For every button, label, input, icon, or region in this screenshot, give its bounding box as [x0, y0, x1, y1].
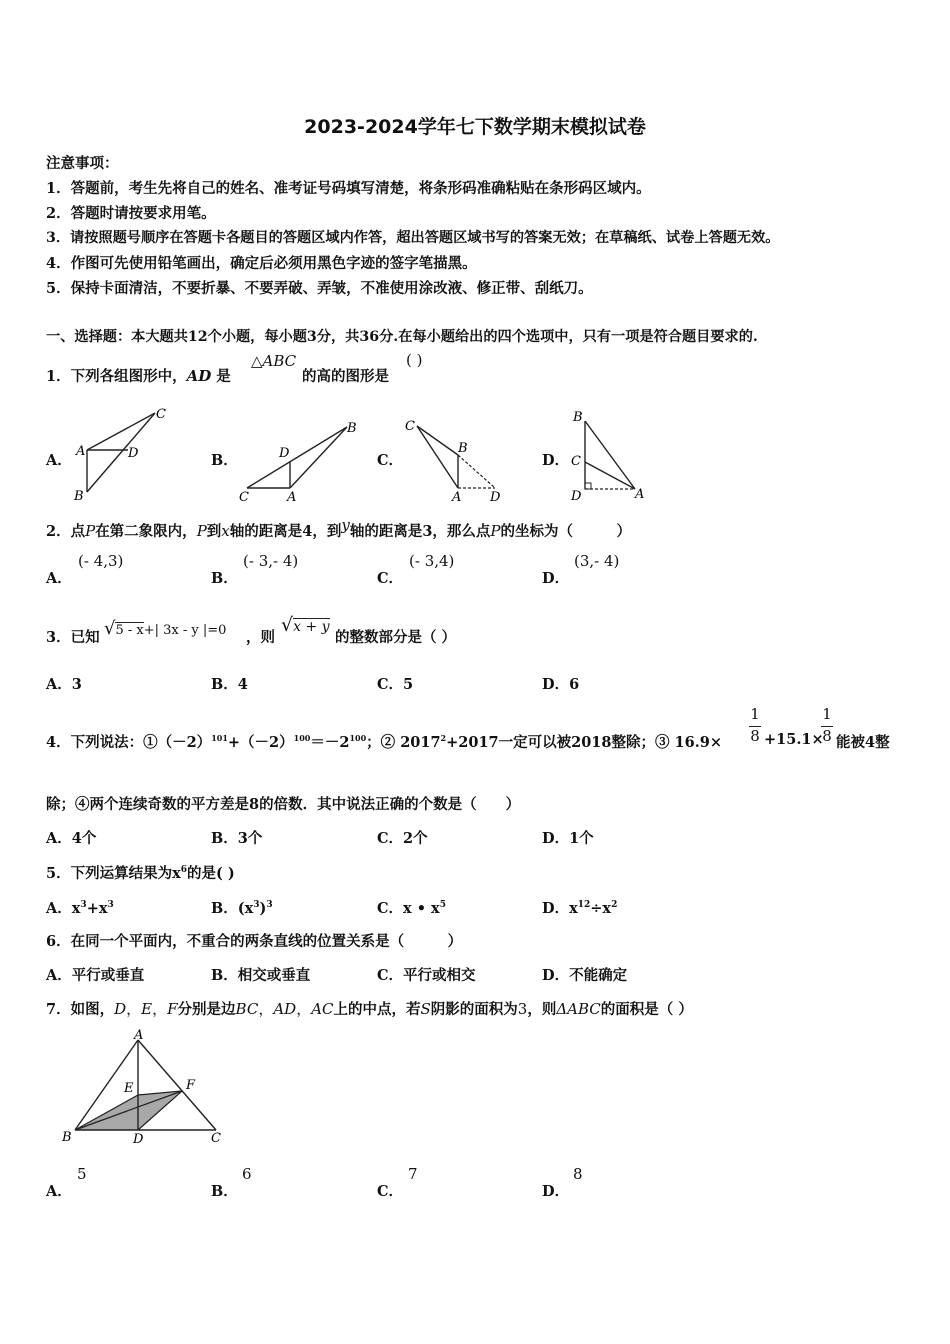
q4-option-d[interactable]: D．1个: [542, 830, 594, 847]
q2-y: y: [341, 516, 350, 534]
question-4-line-1: [46, 731, 722, 752]
q7-text: 的面积是（ ）: [600, 1001, 693, 1018]
q2-text: 在第二象限内，: [95, 523, 197, 540]
q4-exp: 2: [440, 733, 447, 744]
q3-option-a[interactable]: A．3: [46, 676, 82, 693]
q1-option-b[interactable]: B．: [211, 452, 238, 469]
q3-expr: √5 - x+| 3x - y |=0: [104, 618, 227, 639]
notes-header: 注意事项：: [46, 155, 119, 172]
q6-option-c[interactable]: C．平行或相交: [377, 967, 476, 984]
question-7: 7．如图，D，E，F分别是边BC，AD，AC上的中点，若S阴影的面积为3，则ΔABC的面积是（ ）: [46, 1000, 693, 1018]
q4-text: ＝－2: [310, 734, 350, 751]
q7-option-a-label[interactable]: A．: [46, 1183, 72, 1200]
q6-option-b[interactable]: B．相交或垂直: [211, 967, 311, 984]
label-d: D: [490, 490, 501, 505]
q2-option-a-label[interactable]: A．: [46, 570, 72, 587]
frac-num: 1: [750, 705, 760, 723]
frac-num: 1: [822, 705, 832, 723]
q5-option-d[interactable]: D．$x^{12}\div x^2$: [542, 900, 618, 917]
q2-p: P: [490, 522, 501, 540]
label-a: A: [76, 444, 86, 459]
q2-option-c-value: (- 3,4): [409, 552, 455, 570]
q2-text: 轴的距离是4，到: [229, 523, 342, 540]
q7-option-b-value: 6: [242, 1165, 252, 1183]
q2-text: 到: [206, 523, 222, 540]
q4-exp: 100: [293, 733, 311, 744]
q4-text: +15.1×: [764, 731, 824, 748]
q2-text: 的坐标为（ ）: [500, 523, 632, 540]
q4-exp: 100: [349, 733, 367, 744]
question-1: [46, 365, 231, 386]
label-d: D: [571, 489, 582, 504]
q2-text: 2．点: [46, 523, 86, 540]
q1-ad: AD: [186, 367, 212, 385]
q4-text: +（－2）: [227, 734, 294, 751]
q7-figure: [58, 1025, 233, 1150]
q7-option-d-value: 8: [573, 1165, 583, 1183]
q7-text: 上的中点，若: [333, 1001, 421, 1018]
q7-f: F: [167, 1000, 178, 1018]
question-6: 6．在同一个平面内，不重合的两条直线的位置关系是（ ）: [46, 933, 463, 950]
q3-pre: 3．已知: [46, 629, 100, 646]
label-b: B: [573, 410, 583, 425]
q2-option-a-value: (- 4,3): [78, 552, 124, 570]
frac-den: 8: [750, 727, 760, 745]
label-c: C: [156, 407, 166, 422]
label-a: A: [452, 490, 462, 505]
q4-frac-1: [749, 705, 761, 745]
q7-option-c-label[interactable]: C．: [377, 1183, 404, 1200]
note-item: 1．答题前，考生先将自己的姓名、准考证号码填写清楚，将条形码准确粘贴在条形码区域内。: [46, 180, 651, 197]
label-c: C: [405, 419, 415, 434]
q1-figure-d: [565, 405, 655, 505]
q7-three: 3: [517, 1000, 528, 1018]
q1-figure-c: [400, 410, 510, 505]
q2-option-d-value: (3,- 4): [574, 552, 620, 570]
q4-exp: 101: [211, 733, 228, 744]
q3-post: 的整数部分是（ ）: [335, 629, 457, 646]
question-5: [46, 862, 235, 883]
note-item: 4．作图可先使用铅笔画出，确定后必须用黑色字迹的签字笔描黑。: [46, 255, 477, 272]
q7-abc: ΔABC: [556, 1000, 601, 1018]
q2-option-c-label[interactable]: C．: [377, 570, 404, 587]
q5-exp: 6: [180, 865, 187, 876]
label-a: A: [635, 487, 645, 502]
q1-is: 是: [211, 368, 231, 385]
q1-post: 的高的图形是: [302, 368, 389, 385]
q1-option-d[interactable]: D．: [542, 452, 570, 469]
q7-bc: BC: [235, 1000, 259, 1018]
q7-e: E: [141, 1000, 153, 1018]
q4-text: 能被4整: [836, 734, 890, 751]
q4-text: 4．下列说法：①（－2）: [46, 734, 212, 751]
q2-option-b-label[interactable]: B．: [211, 570, 238, 587]
label-b: B: [62, 1130, 72, 1145]
q7-option-c-value: 7: [408, 1165, 418, 1183]
label-b: B: [74, 489, 84, 504]
question-2: [46, 516, 632, 541]
q2-p: P: [196, 522, 207, 540]
q7-text: 分别是边: [177, 1001, 236, 1018]
q4-option-b[interactable]: B．3个: [211, 830, 263, 847]
q7-option-b-label[interactable]: B．: [211, 1183, 238, 1200]
q4-text: ；② 2017: [366, 734, 441, 751]
q1-triangle-abc: △ABC: [251, 352, 297, 370]
label-d: D: [279, 446, 290, 461]
frac-den: 8: [822, 727, 832, 745]
q1-figure-a: [70, 400, 180, 505]
q7-d: D: [114, 1000, 127, 1018]
q3-radicand-1: 5 - x: [115, 623, 144, 638]
q5-option-b[interactable]: B．$(x^3)^3$: [211, 900, 273, 917]
label-f: F: [186, 1078, 196, 1093]
label-d: D: [128, 446, 139, 461]
q2-x: x: [221, 522, 230, 540]
q4-text: +2017一定可以被2018整除；③ 16.9×: [446, 734, 722, 751]
q7-ad: AD: [273, 1000, 297, 1018]
label-a: A: [287, 490, 297, 505]
q2-p: P: [85, 522, 96, 540]
label-e: E: [124, 1081, 134, 1096]
q3-option-c[interactable]: C．5: [377, 676, 414, 693]
label-d: D: [133, 1132, 144, 1147]
q3-mid: ，则: [246, 629, 275, 646]
q2-option-d-label[interactable]: D．: [542, 570, 570, 587]
q7-text: ，则: [527, 1001, 557, 1018]
q6-option-d[interactable]: D．不能确定: [542, 967, 628, 984]
label-b: B: [458, 441, 468, 456]
q1-figure-b: [235, 415, 365, 505]
note-item: 2．答题时请按要求用笔。: [46, 205, 216, 222]
q5-text: 的是( ): [187, 865, 235, 882]
q4-option-c[interactable]: C．2个: [377, 830, 428, 847]
q7-option-d-label[interactable]: D．: [542, 1183, 570, 1200]
q1-pre: 1．下列各组图形中，: [46, 368, 187, 385]
label-c: C: [571, 454, 581, 469]
q1-option-c[interactable]: C．: [377, 452, 404, 469]
q7-text: 阴影的面积为: [430, 1001, 518, 1018]
note-item: 3．请按照题号顺序在答题卡各题目的答题区域内作答，超出答题区域书写的答案无效；在草稿纸、试卷上答题无效。: [46, 230, 780, 246]
q3-sqrt-xy: √x + y: [281, 614, 330, 636]
q7-s: S: [420, 1000, 431, 1018]
label-c: C: [239, 490, 249, 505]
q2-option-b-value: (- 3,- 4): [243, 552, 299, 570]
q7-option-a-value: 5: [77, 1165, 87, 1183]
q7-text: 7．如图，: [46, 1001, 115, 1018]
q2-text: 轴的距离是3，那么点: [349, 523, 491, 540]
q3-option-d[interactable]: D．6: [542, 676, 580, 693]
q4-option-a[interactable]: A．4个: [46, 830, 97, 847]
q5-option-c[interactable]: C．x • $x^5$: [377, 900, 446, 917]
q7-ac: AC: [311, 1000, 334, 1018]
label-a: A: [134, 1028, 144, 1043]
note-item: 5．保持卡面清洁，不要折暴、不要弄破、弄皱，不准使用涂改液、修正带、刮纸刀。: [46, 280, 593, 297]
question-4-line-2: 除；④两个连续奇数的平方差是8的倍数．其中说法正确的个数是（ ）: [46, 796, 521, 813]
q6-option-a[interactable]: A．平行或垂直: [46, 967, 145, 984]
q5-text: 5．下列运算结果为x: [46, 865, 181, 882]
q3-radicand-2: x + y: [293, 619, 330, 635]
q1-option-a[interactable]: A．: [46, 452, 72, 469]
label-c: C: [211, 1131, 221, 1146]
q5-option-a[interactable]: A．$x^3+x^3$: [46, 900, 114, 917]
q4-frac-2: [821, 705, 833, 745]
q3-abs-expr: +| 3x - y |=0: [143, 623, 227, 638]
q1-answer-paren: ( ): [406, 351, 423, 369]
label-b: B: [347, 421, 357, 436]
section-heading: 一、选择题：本大题共12个小题，每小题3分，共36分.在每小题给出的四个选项中，只有一项是符合题目要求的.: [46, 329, 758, 345]
q3-option-b[interactable]: B．4: [211, 676, 248, 693]
page-title: 2023-2024学年七下数学期末模拟试卷: [304, 116, 646, 138]
